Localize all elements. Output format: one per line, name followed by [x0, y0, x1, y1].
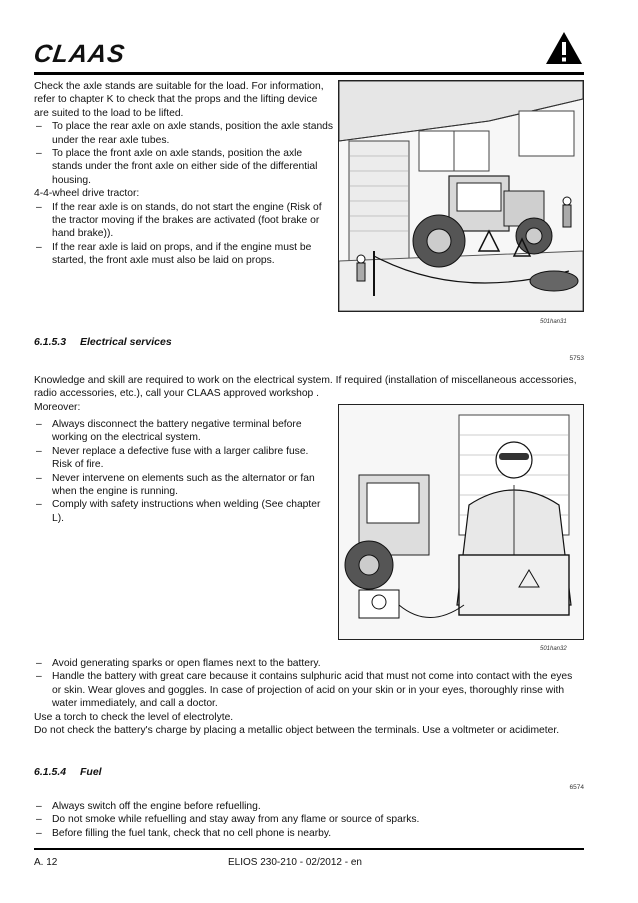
moreover-label: Moreover: [34, 401, 81, 413]
fuel-bullets [34, 800, 582, 840]
section-code: 6574 [569, 784, 584, 791]
figure-ref: 501han32 [540, 646, 567, 652]
workshop-illustration [339, 81, 583, 311]
section-heading-fuel [34, 766, 102, 779]
list-item: – Always disconnect the battery negative terminal before working on the electrical system. [34, 418, 330, 445]
subtitle-4wd: 4-4-wheel drive tractor: [34, 188, 140, 200]
figure-mechanic-battery [338, 404, 584, 640]
list-item: – Comply with safety instructions when welding (See chapter L). [34, 498, 330, 525]
figure-ref: 501han31 [540, 319, 567, 325]
footer-rule [34, 848, 584, 850]
list-item: – Before filling the fuel tank, check that no cell phone is nearby. [34, 827, 582, 840]
list-item: – If the rear axle is laid on props, and if the engine must be started, the front axle must also be laid on props. [34, 241, 334, 268]
section-title: Electrical services [80, 336, 172, 348]
list-item: – Never replace a defective fuse with a larger calibre fuse. Risk of fire. [34, 445, 330, 472]
axle-intro: Check the axle stands are suitable for the load. For information, refer to chapter K to check that the props and the lifting device are suited to the load to be lifted. [34, 81, 324, 119]
list-item: – Do not smoke while refuelling and stay away from any flame or source of sparks. [34, 813, 582, 826]
list-item: – Always switch off the engine before refuelling. [34, 800, 582, 813]
electrical-intro: Knowledge and skill are required to work on the electrical system. If required (installation of miscellaneous accessories, radio accessories, etc.), call your CLAAS approved workshop . [34, 375, 577, 400]
voltmeter-paragraph: Do not check the battery's charge by placing a metallic object between the terminals. Use a voltmeter or acidimeter. [34, 725, 560, 737]
section-code: 5753 [569, 355, 584, 362]
list-item: – Never intervene on elements such as the alternator or fan when the engine is running. [34, 472, 330, 499]
mechanic-illustration [339, 405, 583, 639]
list-item: – Handle the battery with great care because it contains sulphuric acid that must not come into contact with the eyes or skin. Wear gloves and goggles. In case of projection of acid on your skin or in your eyes, thoroughly rinse with water immediately, and call a doctor. [34, 670, 582, 710]
section-number: 6.1.5.3 [34, 336, 67, 348]
electrical-bullets [34, 418, 330, 525]
axle-stands-section [34, 80, 334, 268]
warning-triangle-icon [544, 30, 584, 66]
list-item: – If the rear axle is on stands, do not start the engine (Risk of the tractor moving if the brakes are activated (foot brake or hand brake)). [34, 201, 334, 241]
section-heading-electrical [34, 336, 172, 349]
list-item: – To place the front axle on axle stands, position the axle stands under the front axle on either side of the differential housing. [34, 147, 334, 187]
torch-paragraph: Use a torch to check the level of electrolyte. [34, 711, 234, 723]
brand-logo: CLAAS [32, 40, 128, 68]
list-item: – Avoid generating sparks or open flames next to the battery. [34, 657, 582, 670]
list-item: – To place the rear axle on axle stands, position the axle stands under the rear axle tubes. [34, 120, 334, 147]
section-title: Fuel [80, 766, 102, 778]
figure-workshop-tractor [338, 80, 584, 312]
section-number: 6.1.5.4 [34, 766, 67, 778]
page-number: A. 12 [34, 857, 58, 868]
header-rule [34, 72, 584, 75]
battery-safety-block [34, 657, 582, 737]
document-id: ELIOS 230-210 - 02/2012 - en [228, 857, 362, 868]
